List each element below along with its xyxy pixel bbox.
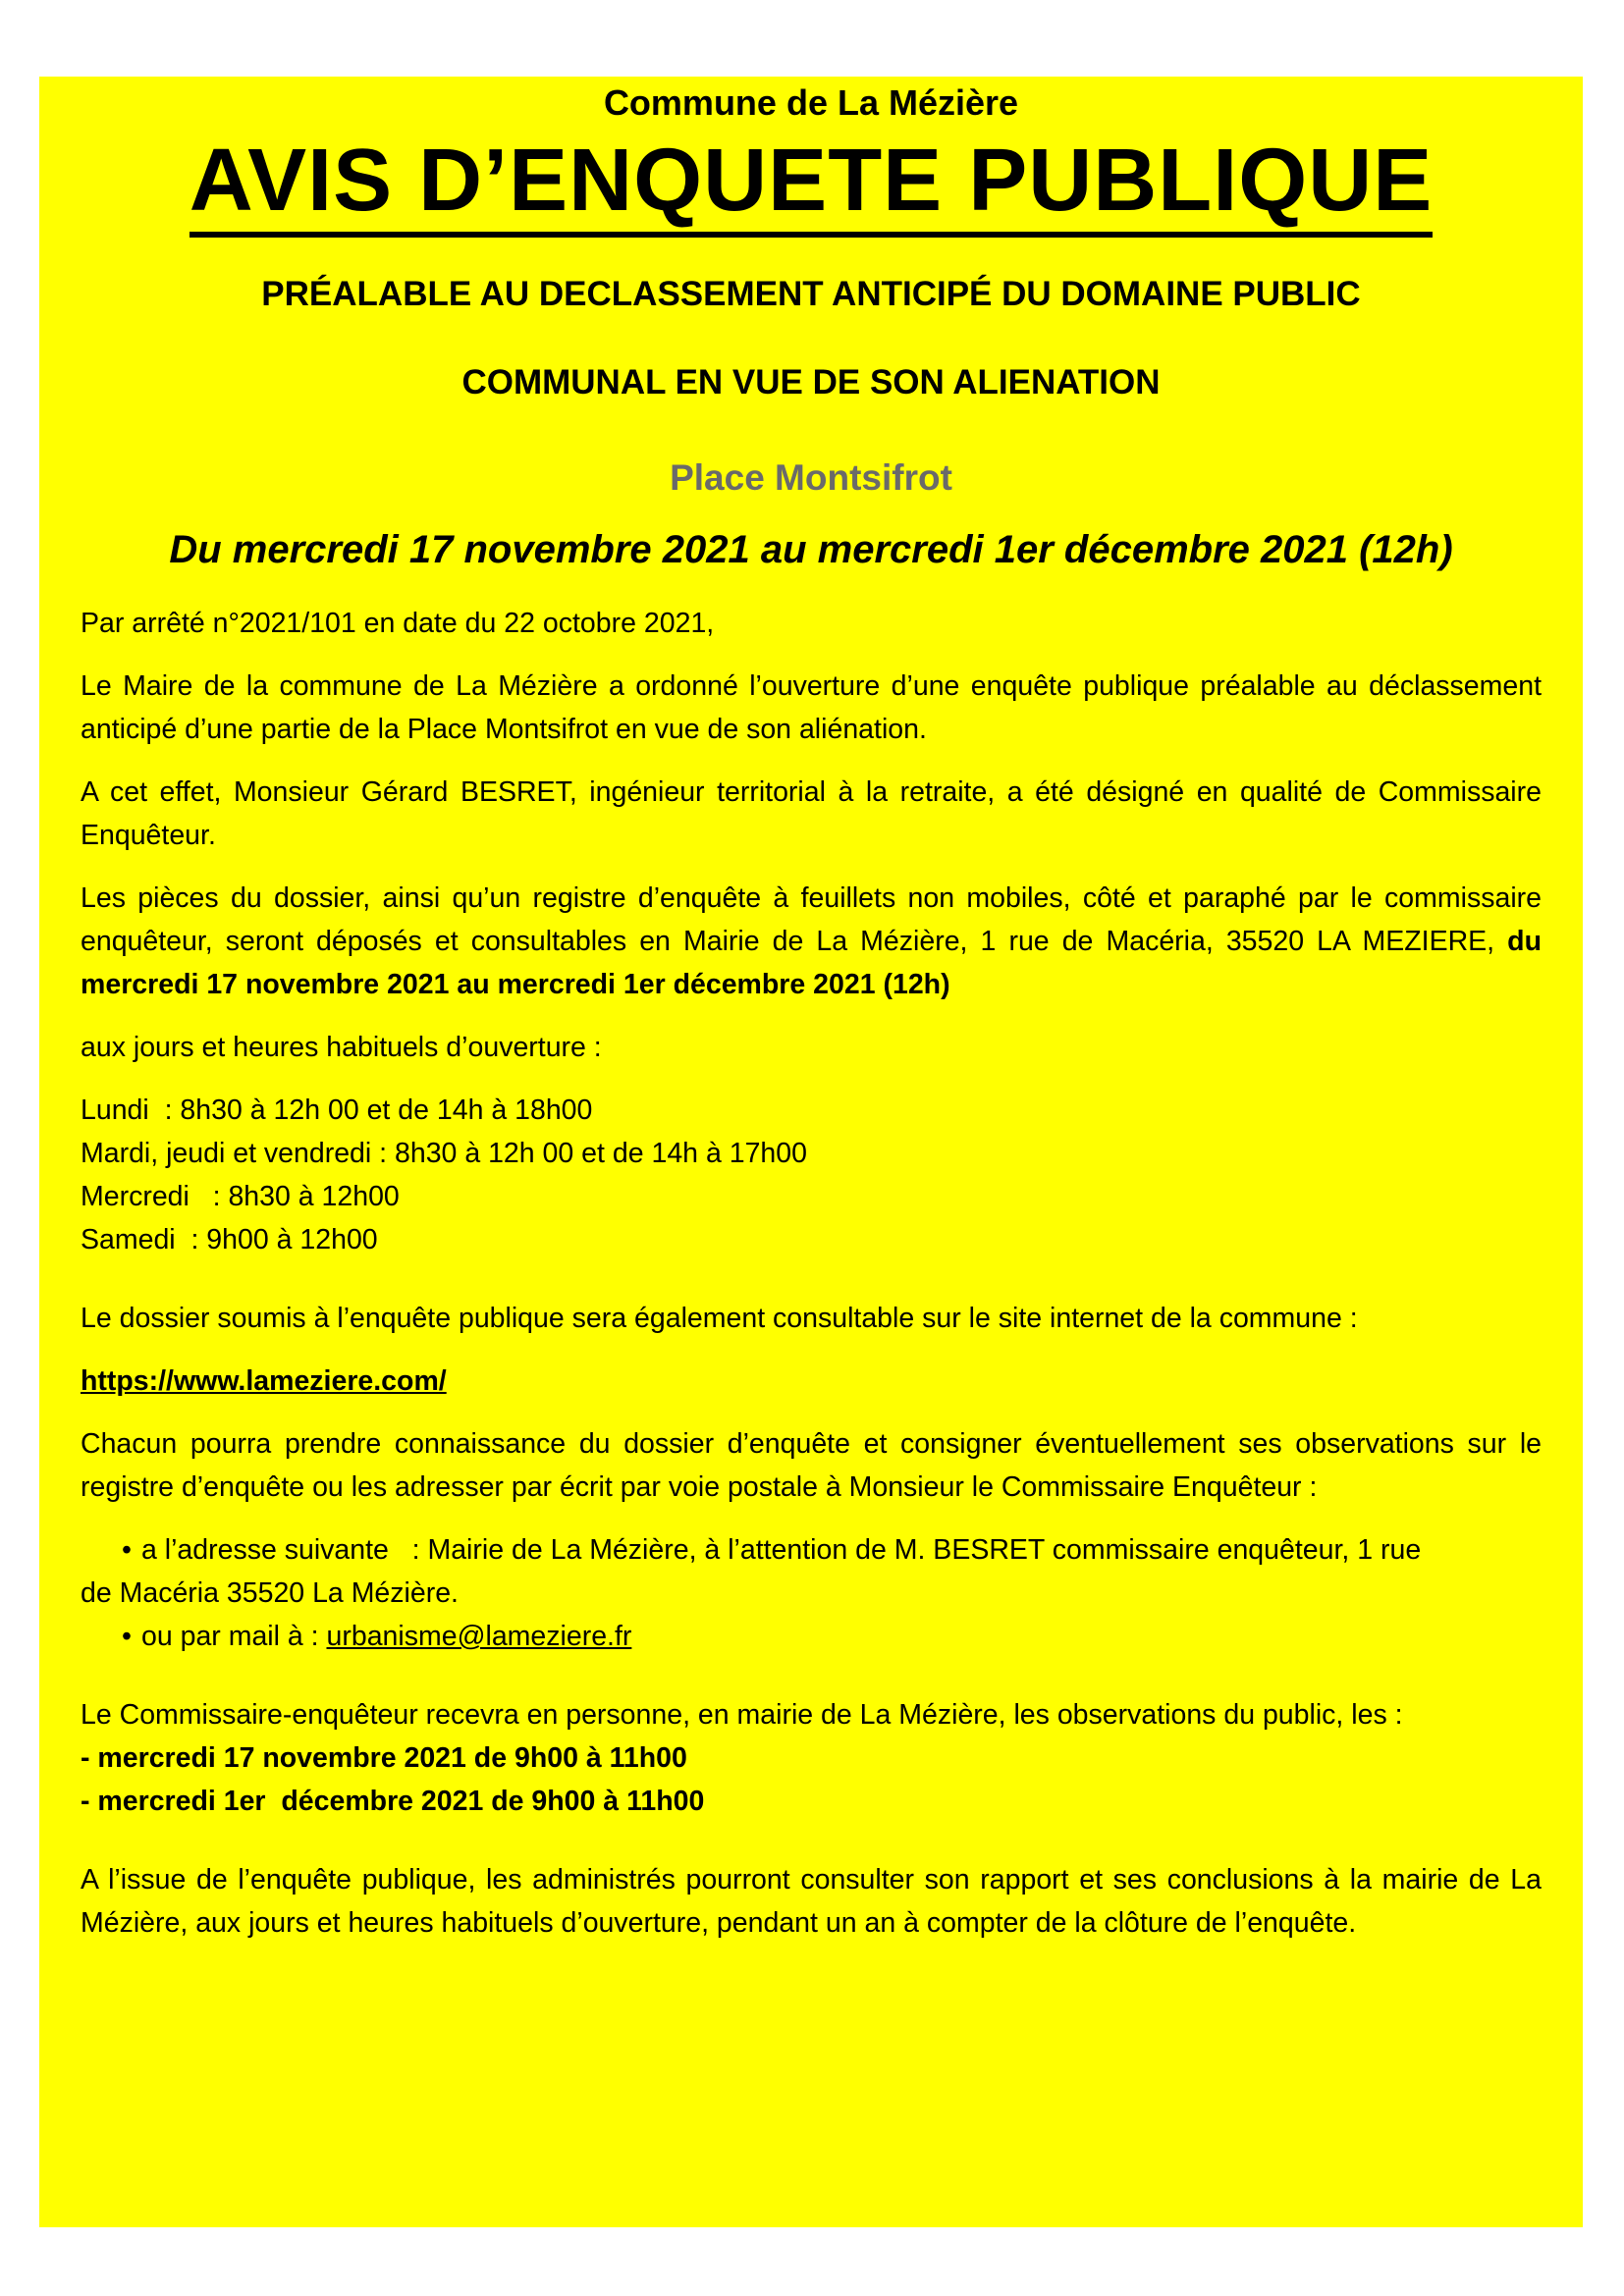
pieces-dates: du mercredi 17 novembre 2021 au mercredi 1er décembre 2021 (12h): [81, 926, 1542, 1000]
hours-line: Mercredi : 8h30 à 12h00: [81, 1181, 400, 1212]
subtitle-line-2: COMMUNAL EN VUE DE SON ALIENATION: [461, 363, 1161, 401]
arrete-paragraph: Par arrêté n°2021/101 en date du 22 octobre 2021,: [81, 608, 715, 639]
hours-line: Mardi, jeudi et vendredi : 8h30 à 12h 00 et de 14h à 17h00: [81, 1138, 807, 1169]
conclusion-paragraph: A l’issue de l’enquête publique, les administrés pourront consulter son rapport et ses conclusions à la mairie de La Mézière, aux jours et heures habituels d’ouverture, pendant un an à compter de la clôture de l’enquête.: [81, 1864, 1542, 1939]
notice-body: [81, 602, 1542, 1945]
email-prefix: ou par mail à :: [140, 1621, 327, 1652]
commune-name: Commune de La Mézière: [603, 82, 1019, 123]
opening-hours-intro: aux jours et heures habituels d’ouverture :: [81, 1032, 602, 1063]
contact-list: [81, 1528, 1542, 1658]
email-item: [81, 1615, 1542, 1658]
pieces-paragraph: [81, 877, 1542, 1006]
notice-title: [81, 133, 1542, 228]
postal-address-item: • a l’adresse suivante : Mairie de La Mézière, à l’attention de M. BESRET commissaire enquêteur, 1 rue: [81, 1528, 1542, 1572]
notice-title-text: AVIS D’ENQUETE PUBLIQUE: [189, 132, 1433, 238]
opening-hours-list: [81, 1089, 1542, 1261]
website-link[interactable]: https://www.lameziere.com/: [81, 1365, 447, 1397]
pieces-text: Les pièces du dossier, ainsi qu’un registre d’enquête à feuillets non mobiles, côté et paraphé par le commissaire enquêteur, seront déposés et consultables en Mairie de La Mézière, 1 rue de Macéria, 35520 LA MEZIERE,: [81, 882, 1542, 957]
observations-paragraph: Chacun pourra prendre connaissance du dossier d’enquête et consigner éventuellement ses observations sur le registre d’enquête ou les adresser par écrit par voie postale à Monsieur le Commissaire Enquêteur :: [81, 1428, 1542, 1503]
website-line: [81, 1360, 1542, 1403]
permanence-date: - mercredi 1er décembre 2021 de 9h00 à 11h00: [81, 1786, 705, 1817]
website-intro: Le dossier soumis à l’enquête publique sera également consultable sur le site internet de la commune :: [81, 1303, 1358, 1334]
permanence-date: - mercredi 17 novembre 2021 de 9h00 à 11h00: [81, 1742, 687, 1774]
notice-sheet: [39, 77, 1583, 2227]
inquiry-dates: Du mercredi 17 novembre 2021 au mercredi 1er décembre 2021 (12h): [169, 528, 1453, 571]
commissaire-paragraph: A cet effet, Monsieur Gérard BESRET, ingénieur territorial à la retraite, a été désigné en qualité de Commissaire Enquêteur.: [81, 776, 1542, 851]
hours-line: Samedi : 9h00 à 12h00: [81, 1224, 378, 1255]
hours-line: Lundi : 8h30 à 12h 00 et de 14h à 18h00: [81, 1095, 593, 1126]
place-name: Place Montsifrot: [670, 457, 952, 498]
email-link[interactable]: urbanisme@lameziere.fr: [326, 1621, 632, 1652]
permanence-intro: Le Commissaire-enquêteur recevra en personne, en mairie de La Mézière, les observations du public, les :: [81, 1699, 1403, 1731]
postal-address-continued: de Macéria 35520 La Mézière.: [81, 1577, 459, 1609]
maire-paragraph: Le Maire de la commune de La Mézière a ordonné l’ouverture d’une enquête publique préalable au déclassement anticipé d’une partie de la Place Montsifrot en vue de son aliénation.: [81, 670, 1542, 745]
subtitle-line-1: PRÉALABLE AU DECLASSEMENT ANTICIPÉ DU DOMAINE PUBLIC: [261, 275, 1361, 313]
